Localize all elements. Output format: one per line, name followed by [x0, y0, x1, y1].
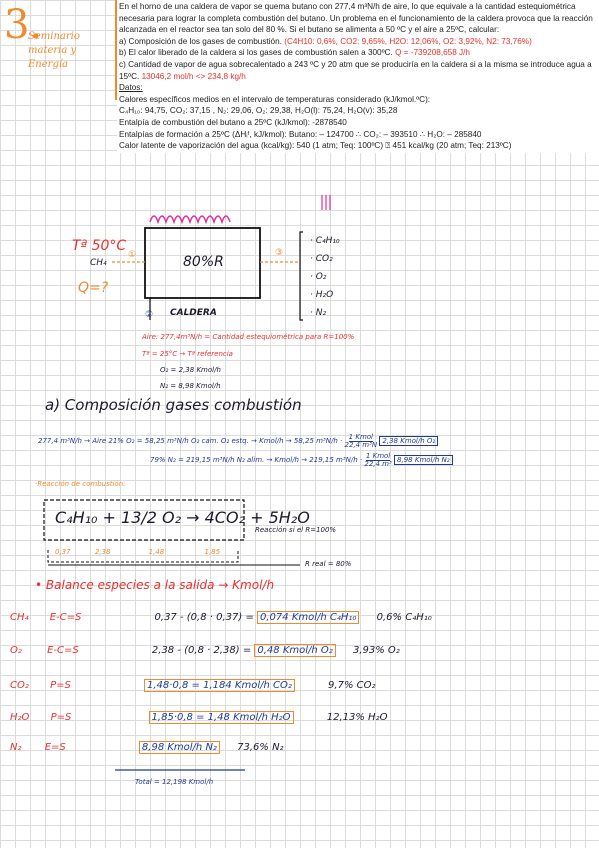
air-stream-number: ② — [145, 310, 154, 320]
feed-stream-number: ① — [128, 250, 137, 260]
datos-line-5: Calor latente de vaporización del agua (kcal/kg): 540 (1 atm; Teq: 100ºC) ⍰ 451 kcal/kg (20 atm; Teq: 213ºC) — [119, 141, 512, 151]
balance-result: 0,074 Kmol/h C₄H₁₀ — [257, 611, 359, 624]
balance-species: CO₂ — [10, 680, 29, 691]
output-item: · O₂ — [310, 272, 327, 282]
balance-percent: 9,7% CO₂ — [328, 680, 376, 691]
balance-species: N₂ — [10, 742, 22, 753]
datos-line-1: Calores específicos medios en el intervalo de temperaturas considerado (kJ/kmol.ºC): — [119, 94, 431, 104]
datos-line-3: Entalpía de combustión del butano a 25ºC (kJ/kmol): -2878540 — [119, 117, 347, 127]
reaction-equation: C₄H₁₀ + 13/2 O₂ → 4CO₂ + 5H₂O — [55, 508, 310, 527]
tref-line: Tª = 25°C → Tª referencia — [142, 350, 233, 358]
balance-row — [10, 712, 599, 723]
question-b-text: b) El calor liberado de la caldera si los gases de combustión salen a 300ºC. — [119, 48, 393, 58]
title-line-2: materia y — [28, 45, 77, 56]
balance-percent: 0,6% C₄H₁₀ — [376, 612, 432, 623]
balance-row — [10, 742, 599, 753]
question-a-text: a) Composición de los gases de combustión. — [119, 36, 282, 46]
feed-temperature: Tª 50°C — [72, 238, 127, 254]
balance-equation: E-C=S — [49, 612, 82, 623]
title-line-1: Seminario — [28, 31, 80, 42]
air-row-2-mid2: → Kmol/h → 219,15 m³N/h · — [266, 456, 363, 464]
o2-air: O₂ = 2,38 Kmol/h — [160, 366, 221, 374]
air-frac-1-top: 1 Kmol — [348, 433, 373, 441]
balance-result: 8,98 Kmol/h N₂ — [139, 741, 220, 754]
stoich-value: 0,37 — [55, 548, 71, 556]
datos-line-2: C₄H₁₀: 94,75, CO₂: 37,15 , N₂: 29,06, O₂: 29,38, H₂O(l): 75,24, H₂O(v): 35,28 — [119, 106, 398, 116]
real-conversion-note: R real = 80% — [305, 560, 352, 568]
air-frac-2 — [364, 452, 391, 468]
reactor-conversion: 80%R — [183, 254, 224, 270]
balance-equation: P=S — [50, 680, 71, 691]
reaction-title: ·Reacción de combustión: — [35, 480, 126, 488]
stoich-value: 1,85 — [204, 548, 221, 556]
answer-a: (C4H10: 0,6%, CO2: 9,65%, H2O: 12,06%, O2: 3,92%, N2: 73,76%) — [284, 36, 532, 46]
datos-line-4: Entalpías de formación a 25ºC (ΔHᵢᶠ, kJ/kmol): Butano: – 124700 ∴ CO₂: – 393510 ∴ H₂O: – 285840 — [119, 129, 482, 139]
heat-wave — [150, 216, 230, 222]
balance-percent: 3,93% O₂ — [352, 645, 400, 656]
balance-row — [10, 645, 599, 656]
air-row-1-mid2: → Kmol/h → 58,25 m³N/h · — [251, 437, 343, 445]
stoich-values — [55, 548, 220, 556]
output-item: · N₂ — [310, 308, 327, 318]
datos-title: Datos: — [119, 83, 143, 93]
balance-row — [10, 680, 599, 691]
air-row-2-result: 8,98 Kmol/h N₂ — [394, 455, 453, 465]
answer-b: Q = -739208,658 J/h — [395, 48, 470, 58]
outputs-list — [310, 232, 340, 322]
air-line-text: Aire: 277,4m³N/h = Cantidad estequiométrica para R=100% — [142, 333, 355, 341]
balance-result: 0,48 Kmol/h O₂ — [254, 644, 335, 657]
heat-label: Q=? — [78, 280, 109, 296]
balance-row — [10, 612, 599, 623]
answer-c: 13046,2 mol/h <> 234,8 kg/h — [141, 71, 246, 81]
balance-calc: 2,38 - (0,8 · 2,38) = — [151, 645, 252, 656]
n2-air: N₂ = 8,98 Kmol/h — [160, 382, 221, 390]
stoich-value: 2,38 — [94, 548, 111, 556]
air-frac-1-bot: 22,4 m³N — [344, 441, 378, 449]
output-item: · CO₂ — [310, 254, 333, 264]
question-c-text: c) Cantidad de vapor de agua sobrecalentado a 243 ºC y 20 atm que se produciría en la caldera si a la misma se introduce agua a 15ºC. — [119, 59, 592, 81]
balance-percent: 73,6% N₂ — [237, 742, 284, 753]
stoich-value: 1,48 — [148, 548, 165, 556]
balance-calc: 0,37 - (0,8 · 0,37) = — [154, 612, 254, 623]
balance-species: CH₄ — [10, 612, 29, 623]
balance-species: O₂ — [10, 645, 22, 656]
balance-result: 1,85·0,8 = 1,48 Kmol/h H₂O — [149, 711, 294, 724]
caldera-label: CALDERA — [170, 308, 217, 318]
balance-result: 1,48·0,8 = 1,184 Kmol/h CO₂ — [144, 679, 295, 692]
problem-intro: En el horno de una caldera de vapor se quema butano con 277,4 m³N/h de aire, lo que equivale a la cantidad estequiométrica necesaria para lograr la completa combustión del butano. Un problema en el funcionamiento de la caldera provoca que la reacción alcanzada en el reactor sea tan solo del 80 %. Si el butano se alimenta a 50 ºC y el aire a 25ºC, calcular: — [119, 2, 593, 35]
air-frac-1 — [345, 433, 378, 449]
air-row-2 — [150, 452, 453, 468]
output-item: · H₂O — [310, 290, 334, 300]
title-line-3: Energía — [28, 59, 68, 70]
air-row-1-mid: 21% O₂ = 58,25 m³N/h O₂ cam. O₂ estq. — [108, 437, 249, 445]
air-row-1-result: 2,38 Kmol/h O₂ — [379, 436, 438, 446]
balance-title: • Balance especies a la salida → Kmol/h — [35, 578, 275, 592]
output-item: · C₄H₁₀ — [310, 236, 340, 246]
total-flow: Total = 12,198 Kmol/h — [135, 778, 214, 786]
air-frac-2-top: 1 Kmol — [365, 452, 391, 460]
exercise-number: 3. — [4, 2, 43, 48]
air-line — [142, 333, 354, 341]
air-row-2-mid: 79% N₂ = 219,15 m³N/h N₂ alim. — [150, 456, 265, 464]
air-frac-2-bot: 22,4 m³ — [364, 460, 392, 468]
reaction-note: Reacción si el R=100% — [255, 526, 337, 534]
section-a-title: a) Composición gases combustión — [45, 396, 302, 414]
balance-equation: E=S — [44, 742, 66, 753]
balance-equation: E-C=S — [47, 645, 79, 656]
balance-species: H₂O — [10, 712, 30, 723]
balance-equation: P=S — [50, 712, 72, 723]
air-row-1 — [38, 433, 438, 449]
balance-percent: 12,13% H₂O — [326, 712, 388, 723]
out-stream-number: ③ — [275, 248, 284, 258]
air-row-1-start: 277,4 m³N/h → Aire — [38, 437, 107, 445]
feed-species: CH₄ — [90, 258, 107, 268]
